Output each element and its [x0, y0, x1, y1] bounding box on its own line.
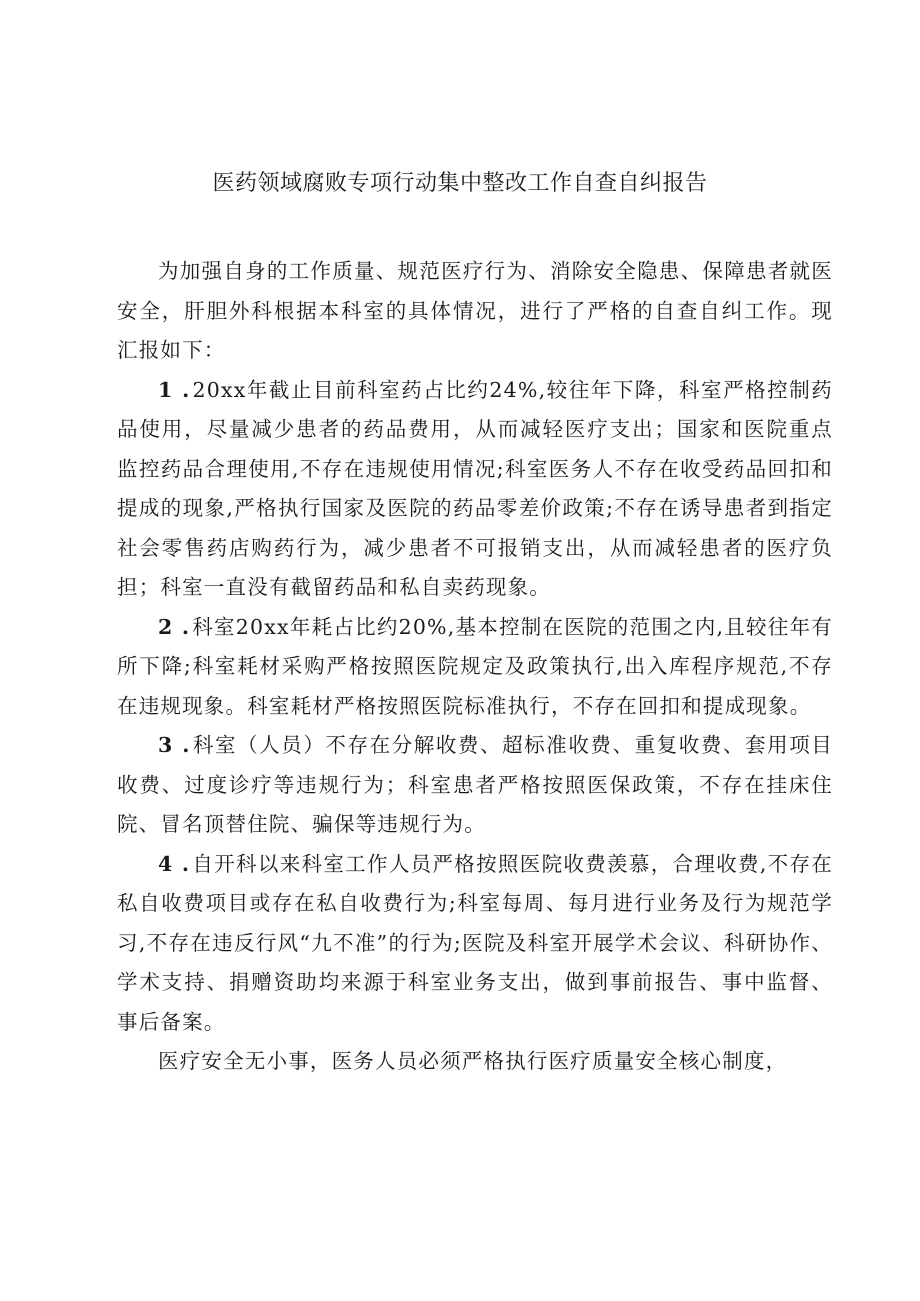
item-number-separator: . [173, 614, 191, 639]
paragraph-text: 20xx年截止目前科室药占比约24%,较往年下降，科室严格控制药品使用，尽量减少患者的药品费用，从而减轻医疗支出；国家和医院重点监控药品合理使用,不存在违规使用情况;科室医务人不存在收受药品回扣和提成的现象,严格执行国家及医院的药品零差价政策;不存在诱导患者到指定社会零售药店购药行为，减少患者不可报销支出，从而减轻患者的医疗负担；科室一直没有截留药品和私自卖药现象。 [117, 377, 833, 599]
paragraph-text: 科室20xx年耗占比约20%,基本控制在医院的范围之内,且较往年有所下降;科室耗材采购严格按照医院规定及政策执行,出入库程序规范,不存在违规现象。科室耗材严格按照医院标准执行，不存在回扣和提成现象。 [117, 614, 833, 718]
item-number: 4 [158, 851, 174, 876]
document-body [117, 252, 833, 1082]
item-number: 3 [158, 733, 174, 757]
paragraph-item-1 [117, 371, 833, 608]
item-number-separator: . [173, 377, 191, 402]
paragraph-closing [117, 1042, 833, 1082]
item-number: 2 [158, 614, 174, 639]
item-number-separator: . [173, 733, 191, 757]
paragraph-intro [117, 252, 833, 371]
paragraph-item-2 [117, 608, 833, 727]
item-number-separator: . [173, 851, 191, 876]
paragraph-text: 为加强自身的工作质量、规范医疗行为、消除安全隐患、保障患者就医安全，肝胆外科根据本科室的具体情况，进行了严格的自查自纠工作。现汇报如下： [117, 259, 833, 362]
paragraph-text: 医疗安全无小事，医务人员必须严格执行医疗质量安全核心制度， [158, 1049, 788, 1073]
paragraph-item-4 [117, 845, 833, 1043]
paragraph-text: 自开科以来科室工作人员严格按照医院收费羡慕，合理收费,不存在私自收费项目或存在私自收费行为;科室每周、每月进行业务及行为规范学习,不存在违反行风“九不准”的行为;医院及科室开展学术会议、科研协作、学术支持、捐赠资助均来源于科室业务支出，做到事前报告、事中监督、事后备案。 [117, 851, 834, 1034]
paragraph-text: 科室（人员）不存在分解收费、超标准收费、重复收费、套用项目收费、过度诊疗等违规行为；科室患者严格按照医保政策，不存在挂床住院、冒名顶替住院、骗保等违规行为。 [117, 733, 833, 836]
item-number: 1 [158, 377, 174, 402]
document-title: 医药领域腐败专项行动集中整改工作自查自纠报告 [212, 171, 708, 196]
paragraph-item-3 [117, 726, 833, 845]
